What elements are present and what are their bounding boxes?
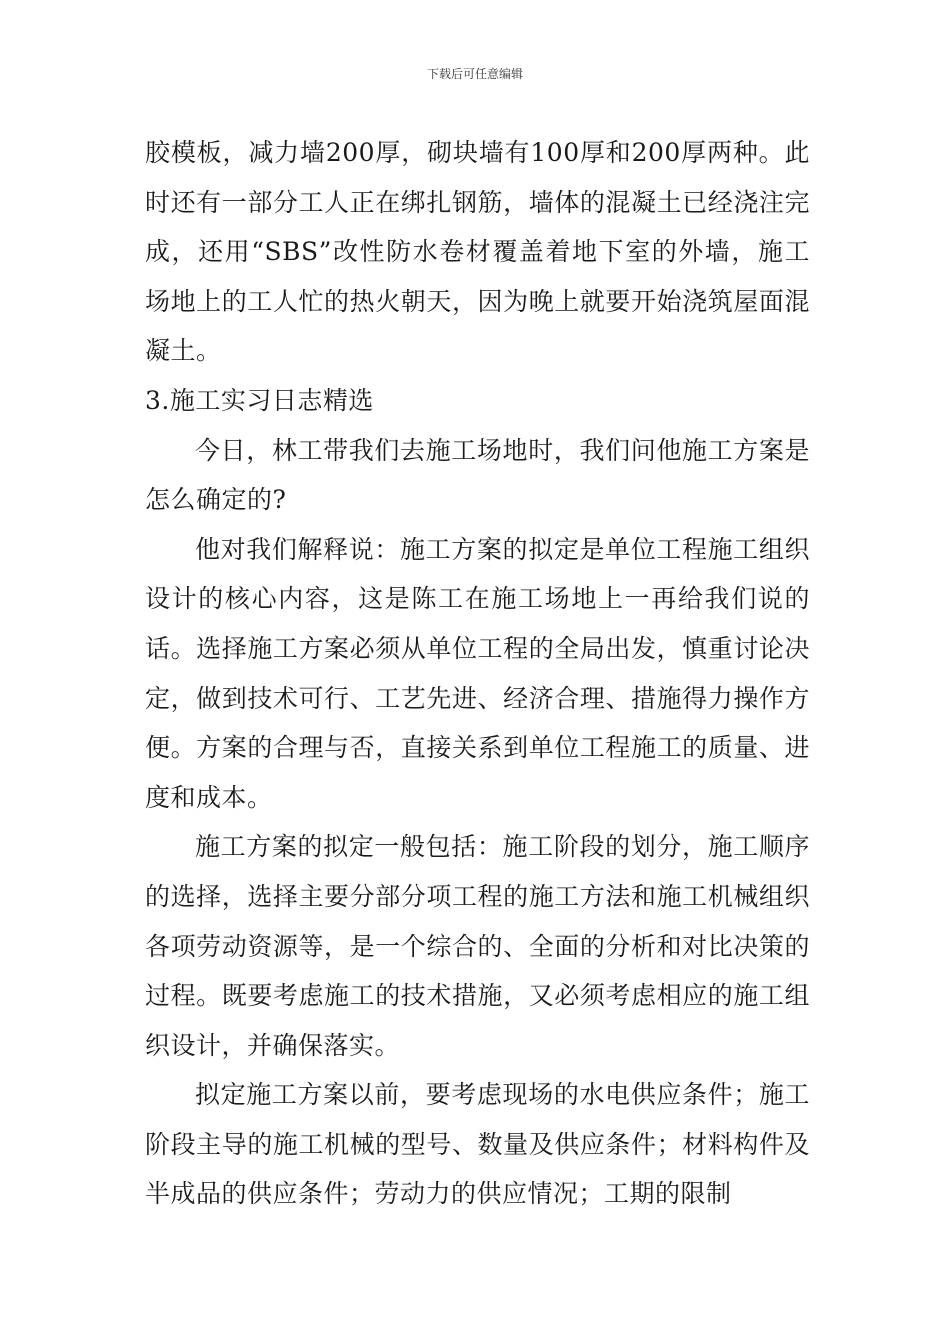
- paragraph-preconditions: 拟定施工方案以前，要考虑现场的水电供应条件；施工阶段主导的施工机械的型号、数量及供应条件；材料构件及半成品的供应条件；劳动力的供应情况；工期的限制: [145, 1080, 810, 1209]
- section-heading: 3.施工实习日志精选: [145, 385, 374, 415]
- paragraph-plan-contents: 施工方案的拟定一般包括：施工阶段的划分，施工顺序的选择，选择主要分部分项工程的施工方法和施工机械组织各项劳动资源等，是一个综合的、全面的分析和对比决策的过程。既要考虑施工的技术措施，又必须考虑相应的施工组织设计，并确保落实。: [145, 832, 810, 1060]
- paragraph-explanation: 他对我们解释说：施工方案的拟定是单位工程施工组织设计的核心内容，这是陈工在施工场地上一再给我们说的话。选择施工方案必须从单位工程的全局出发，慎重讨论决定，做到技术可行、工艺先进、经济合理、措施得力操作方便。方案的合理与否，直接关系到单位工程施工的质量、进度和成本。: [145, 534, 810, 812]
- document-body: [145, 128, 810, 1219]
- page-header-note: 下载后可任意编辑: [426, 67, 523, 81]
- paragraph-continued: 胶模板，减力墙200厚，砌块墙有100厚和200厚两种。此时还有一部分工人正在绑扎钢筋，墙体的混凝土已经浇注完成，还用“SBS”改性防水卷材覆盖着地下室的外墙，施工场地上的工人忙的热火朝天，因为晚上就要开始浇筑屋面混凝土。: [145, 138, 810, 366]
- paragraph-question: 今日，林工带我们去施工场地时，我们问他施工方案是怎么确定的?: [145, 435, 810, 515]
